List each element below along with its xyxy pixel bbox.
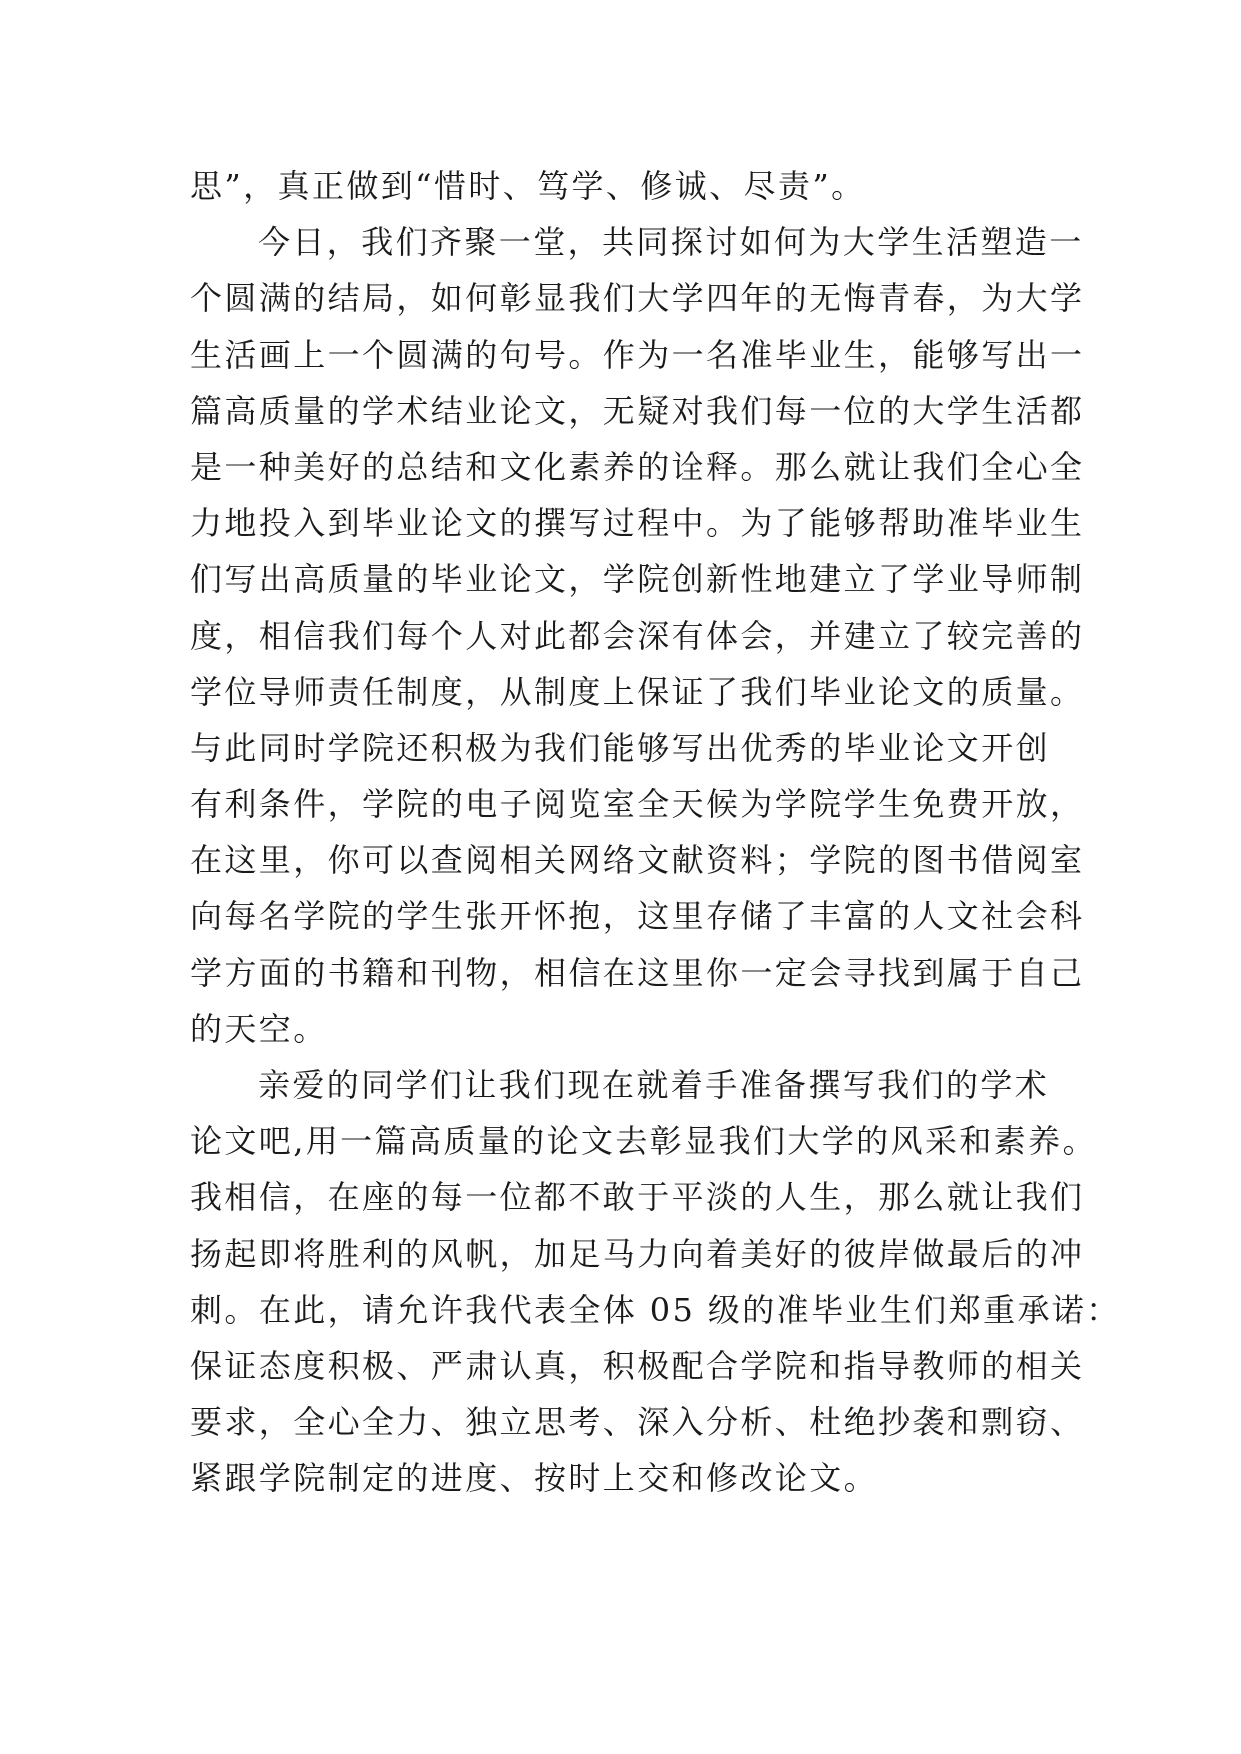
- text-line: 学方面的书籍和刊物，相信在这里你一定会寻找到属于自己: [190, 953, 1085, 992]
- text-line: 与此同时学院还积极为我们能够写出优秀的毕业论文开创: [190, 728, 1051, 767]
- text-line: 扬起即将胜利的风帆，加足马力向着美好的彼岸做最后的冲: [190, 1234, 1085, 1273]
- text-line: 度，相信我们每个人对此都会深有体会，并建立了较完善的: [190, 616, 1085, 655]
- paragraph-first-line: 今日，我们齐聚一堂，共同探讨如何为大学生活塑造一: [258, 223, 1084, 262]
- text-line: 个圆满的结局，如何彰显我们大学四年的无悔青春，为大学: [190, 279, 1085, 318]
- text-line: 篇高质量的学术结业论文，无疑对我们每一位的大学生活都: [190, 391, 1085, 430]
- paragraph-first-line: 亲爱的同学们让我们现在就着手准备撰写我们的学术: [258, 1066, 1050, 1104]
- text-line: 是一种美好的总结和文化素养的诠释。那么就让我们全心全: [190, 447, 1085, 486]
- text-line: 们写出高质量的毕业论文，学院创新性地建立了学业导师制: [190, 560, 1085, 599]
- text-line: 思”，真正做到“惜时、笃学、修诚、尽责”。: [190, 167, 866, 205]
- body-text: [190, 158, 1121, 1507]
- text-line: 力地投入到毕业论文的撰写过程中。为了能够帮助准毕业生: [190, 504, 1085, 543]
- text-line: 紧跟学院制定的进度、按时上交和修改论文。: [190, 1459, 879, 1498]
- text-line: 刺。在此，请允许我代表全体 05 级的准毕业生们郑重承诺：: [190, 1290, 1121, 1329]
- text-line: 要求，全心全力、独立思考、深入分析、杜绝抄袭和剽窃、: [190, 1403, 1085, 1442]
- text-line: 学位导师责任制度，从制度上保证了我们毕业论文的质量。: [190, 672, 1085, 711]
- text-line: 论文吧,用一篇高质量的论文去彰显我们大学的风采和素养。: [190, 1122, 1097, 1161]
- text-line: 在这里，你可以查阅相关网络文献资料；学院的图书借阅室: [190, 841, 1085, 880]
- text-line: 保证态度积极、严肃认真，积极配合学院和指导教师的相关: [190, 1346, 1085, 1385]
- text-line: 我相信，在座的每一位都不敢于平淡的人生，那么就让我们: [190, 1178, 1085, 1217]
- text-line: 向每名学院的学生张开怀抱，这里存储了丰富的人文社会科: [190, 897, 1085, 936]
- text-line: 的天空。: [190, 1009, 328, 1048]
- text-line: 有利条件，学院的电子阅览室全天候为学院学生免费开放，: [190, 785, 1085, 824]
- text-line: 生活画上一个圆满的句号。作为一名准毕业生，能够写出一: [190, 335, 1085, 374]
